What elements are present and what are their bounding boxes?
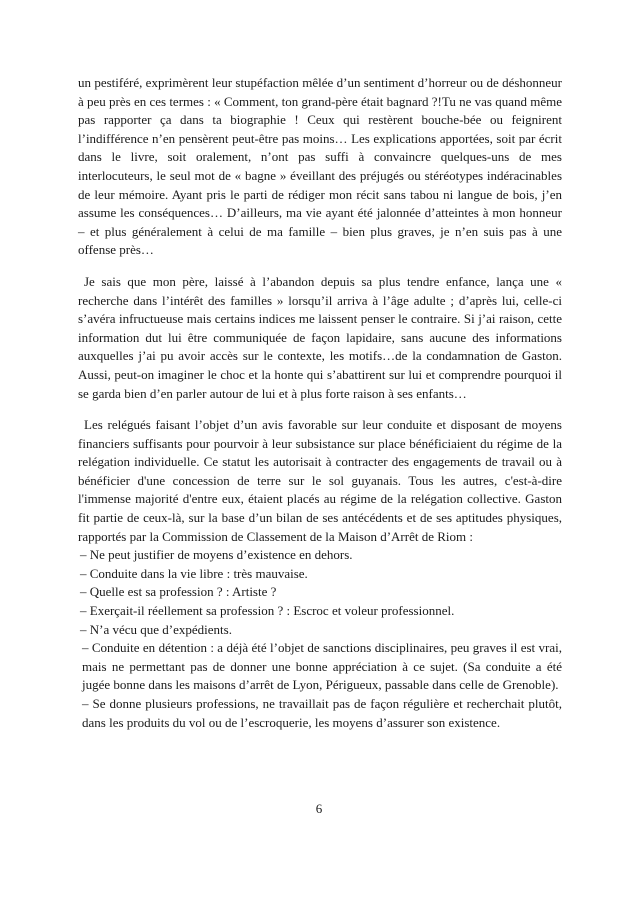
paragraph-gap [78, 260, 562, 273]
assessment-list [78, 546, 562, 732]
list-item-7: – Se donne plusieurs professions, ne travaillait pas de façon régulière et recherchait plutôt, dans les produits du vol ou de l’escroquerie, les moyens d’assurer son existence. [82, 696, 562, 730]
paragraph-gap [78, 403, 562, 416]
list-item-5: – N’a vécu que d’expédients. [80, 621, 232, 637]
list-item-1: – Ne peut justifier de moyens d’existence en dehors. [80, 547, 353, 563]
page-number: 6 [315, 801, 323, 816]
paragraph-1: un pestiféré, exprimèrent leur stupéfaction mêlée d’un sentiment d’horreur ou de déshonneur à peu près en ces termes : « Comment, ton grand-père était bagnard ?!Tu ne vas quand même pas rapporter ça dans ta biographie ! Ceux qui restèrent bouche-bée ou feignirent l’indifférence n’en pensèrent peut-être pas moins… Les explications apportées, soit par écrit dans le livre, soit oralement, n’ont pas suffi à convaincre quelques-uns de mes interlocuteurs, le seul mot de « bagne » éveillant des préjugés ou stéréotypes indéracinables de leur mémoire. Ayant pris le parti de rédiger mon récit sans tabou ni langue de bois, j’en assume les conséquences… D’ailleurs, ma vie ayant été jalonnée d’atteintes à mon honneur – et plus généralement à celui de ma famille – bien plus graves, je n’en suis pas à une offense près… [78, 75, 562, 258]
list-item-3: – Quelle est sa profession ? : Artiste ? [80, 584, 277, 600]
list-item-6: – Conduite en détention : a déjà été l’objet de sanctions disciplinaires, peu graves il est vrai, mais ne permettant pas de donner une bonne appréciation à ce sujet. (Sa conduite a été jugée bonne dans les maisons d’arrêt de Lyon, Périgueux, passable dans celle de Grenoble). [82, 640, 562, 693]
list-item-2: – Conduite dans la vie libre : très mauvaise. [80, 565, 308, 581]
paragraph-3: Les relégués faisant l’objet d’un avis favorable sur leur conduite et disposant de moyens financiers suffisants pour pourvoir à leur subsistance sur place bénéficiaient du régime de la relégation individuelle. Ce statut les autorisait à contracter des engagements de travail ou à bénéficier d'une concession de terre sur le sol guyanais. Tous les autres, c'est-à-dire l'immense majorité d'entre eux, étaient placés au régime de la relégation collective. Gaston fit partie de ceux-là, sur la base d’un bilan de ses antécédents et de ses aptitudes physiques, rapportés par la Commission de Classement de la Maison d’Arrêt de Riom : [78, 417, 562, 544]
document-page [78, 74, 562, 732]
list-item-4: – Exerçait-il réellement sa profession ? : Escroc et voleur professionnel. [80, 603, 455, 619]
paragraph-2: Je sais que mon père, laissé à l’abandon depuis sa plus tendre enfance, lança une « recherche dans l’intérêt des familles » lorsqu’il arriva à l’âge adulte ; d’après lui, celle-ci s’avéra infructueuse mais certains indices me laissent penser le contraire. Si j’ai raison, cette information dut lui être communiquée de façon lapidaire, sans aucune des informations auxquelles j’ai pu avoir accès sur le contexte, les motifs…de la condamnation de Gaston. Aussi, peut-on imaginer le choc et la honte qui s’abattirent sur lui et comprendre pourquoi il se garda bien d’en parler autour de lui et à plus forte raison à ses enfants… [78, 273, 562, 401]
